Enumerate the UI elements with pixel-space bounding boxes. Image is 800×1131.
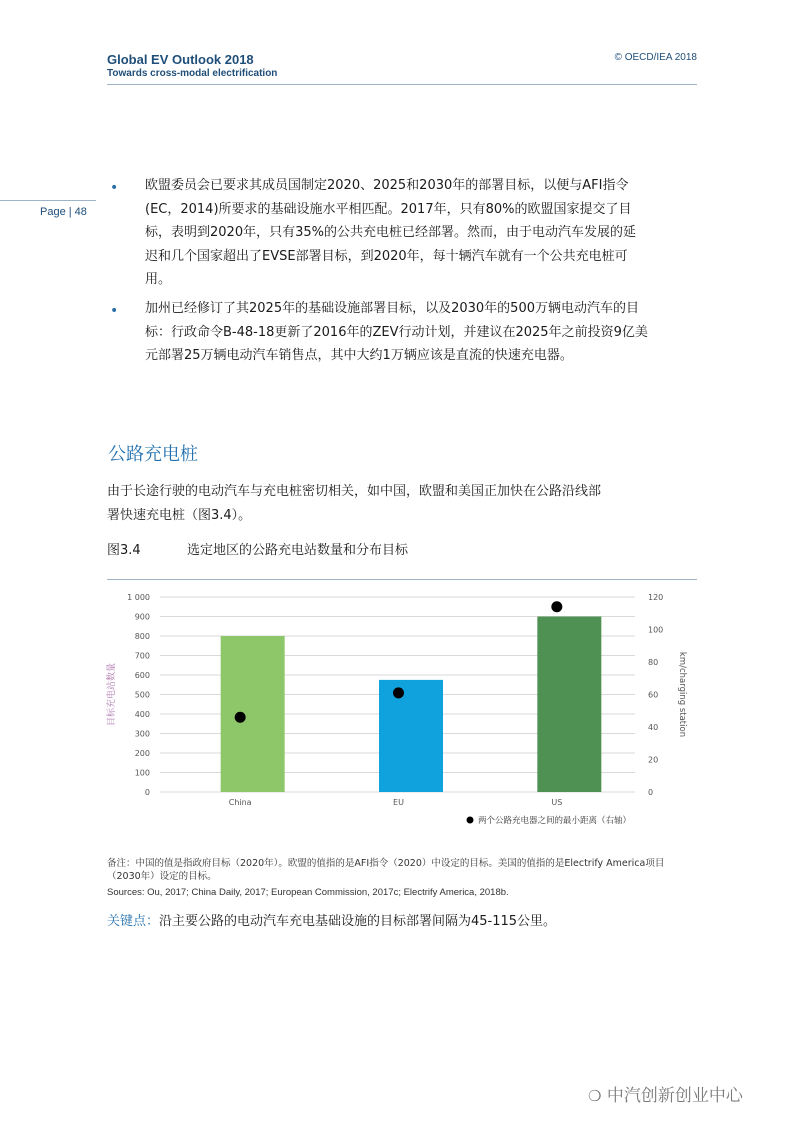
y-axis-label: 目标充电站数量 <box>107 662 117 727</box>
data-point <box>551 601 562 612</box>
y2-tick-label: 0 <box>648 788 654 797</box>
y-tick-label: 100 <box>134 768 150 778</box>
text-line: 加州已经修订了其2025年的基础设施部署目标，以及2030年的500万辆电动汽车的目 <box>145 301 639 316</box>
bullet-paragraph <box>145 174 636 292</box>
y-tick-label: 800 <box>134 632 150 641</box>
y-tick-label: 200 <box>134 749 150 758</box>
bar <box>221 636 285 792</box>
x-tick-label: EU <box>393 798 404 807</box>
text-line: (EC，2014)所要求的基础设施水平相匹配。2017年，只有80%的欧盟国家提交了目 <box>145 201 632 217</box>
y-tick-label: 400 <box>134 710 150 719</box>
watermark <box>588 1081 743 1106</box>
text-line: 迟和几个国家超出了EVSE部署目标，到2020年，每十辆汽车就有一个公共充电桩可 <box>145 248 628 264</box>
figure-label: 图3.4 <box>107 543 141 558</box>
text-line: 标，表明到2020年，只有35%的公共充电桩已经部署。然而，由于电动汽车发展的延 <box>145 225 636 240</box>
y-tick-label: 700 <box>134 651 150 661</box>
copyright: © OECD/IEA 2018 <box>614 52 697 63</box>
section-title: 公路充电桩 <box>108 444 198 465</box>
text-line: 元部署25万辆电动汽车销售点，其中大约1万辆应该是直流的快速充电器。 <box>145 348 573 363</box>
figure-note: 备注：中国的值是指政府目标（2020年）。欧盟的值指的是AFI指令（2020）中设定的目标。美国的值指的是Electrify America项目（2030年）设定的目标。 <box>107 858 665 882</box>
x-tick-label: China <box>228 798 252 807</box>
text-line: 欧盟委员会已要求其成员国制定2020、2025和2030年的部署目标，以便与AFI指令 <box>145 178 629 193</box>
wechat-icon: ❍ <box>588 1087 602 1105</box>
key-point-text: 沿主要公路的电动汽车充电基础设施的目标部署间隔为45-115公里。 <box>159 914 557 929</box>
y2-tick-label: 20 <box>648 755 659 765</box>
intro-paragraph <box>107 480 601 527</box>
report-subtitle: Towards cross-modal electrification <box>107 68 278 79</box>
y-tick-label: 1 000 <box>127 593 150 602</box>
data-point <box>235 712 246 723</box>
header-divider <box>107 84 697 85</box>
legend-label: 两个公路充电器之间的最小距离（右轴） <box>478 816 632 826</box>
bar <box>379 680 443 792</box>
bullet-icon: • <box>110 303 119 319</box>
x-tick-label: US <box>551 798 563 807</box>
bar <box>537 617 601 793</box>
y2-tick-label: 100 <box>648 625 664 635</box>
y-tick-label: 300 <box>134 729 150 739</box>
page-marker-line <box>0 200 96 201</box>
data-point <box>393 687 404 698</box>
key-point-label: 关键点： <box>107 914 160 929</box>
y-tick-label: 0 <box>144 788 150 797</box>
y2-axis-label: km/charging station <box>677 651 687 738</box>
bullet-paragraph <box>145 297 648 368</box>
bullet-icon: • <box>110 180 119 196</box>
bar-chart <box>100 585 700 835</box>
y-tick-label: 500 <box>134 690 150 700</box>
page-number: Page | 48 <box>40 206 87 218</box>
report-title: Global EV Outlook 2018 <box>107 52 254 67</box>
key-point <box>107 910 556 929</box>
y2-tick-label: 80 <box>648 658 659 667</box>
text-line: 由于长途行驶的电动汽车与充电桩密切相关，如中国，欧盟和美国正加快在公路沿线部 <box>107 484 602 499</box>
y-tick-label: 600 <box>134 671 150 680</box>
text-line: 署快速充电桩（图3.4）。 <box>107 507 252 523</box>
y-tick-label: 900 <box>134 612 150 622</box>
figure-sources: Sources: Ou, 2017; China Daily, 2017; European Commission, 2017c; Electrify America, 2018b. <box>107 887 509 898</box>
y2-tick-label: 40 <box>648 723 659 732</box>
text-line: 用。 <box>145 272 172 287</box>
watermark-text: 中汽创新创业中心 <box>606 1086 743 1106</box>
text-line: 标：行政命令B-48-18更新了2016年的ZEV行动计划，并建议在2025年之前投资9亿美 <box>145 324 648 340</box>
legend-marker <box>467 817 474 824</box>
y2-tick-label: 120 <box>648 593 664 602</box>
figure-divider <box>107 579 697 580</box>
y2-tick-label: 60 <box>648 690 659 700</box>
figure-title: 选定地区的公路充电站数量和分布目标 <box>187 543 409 558</box>
